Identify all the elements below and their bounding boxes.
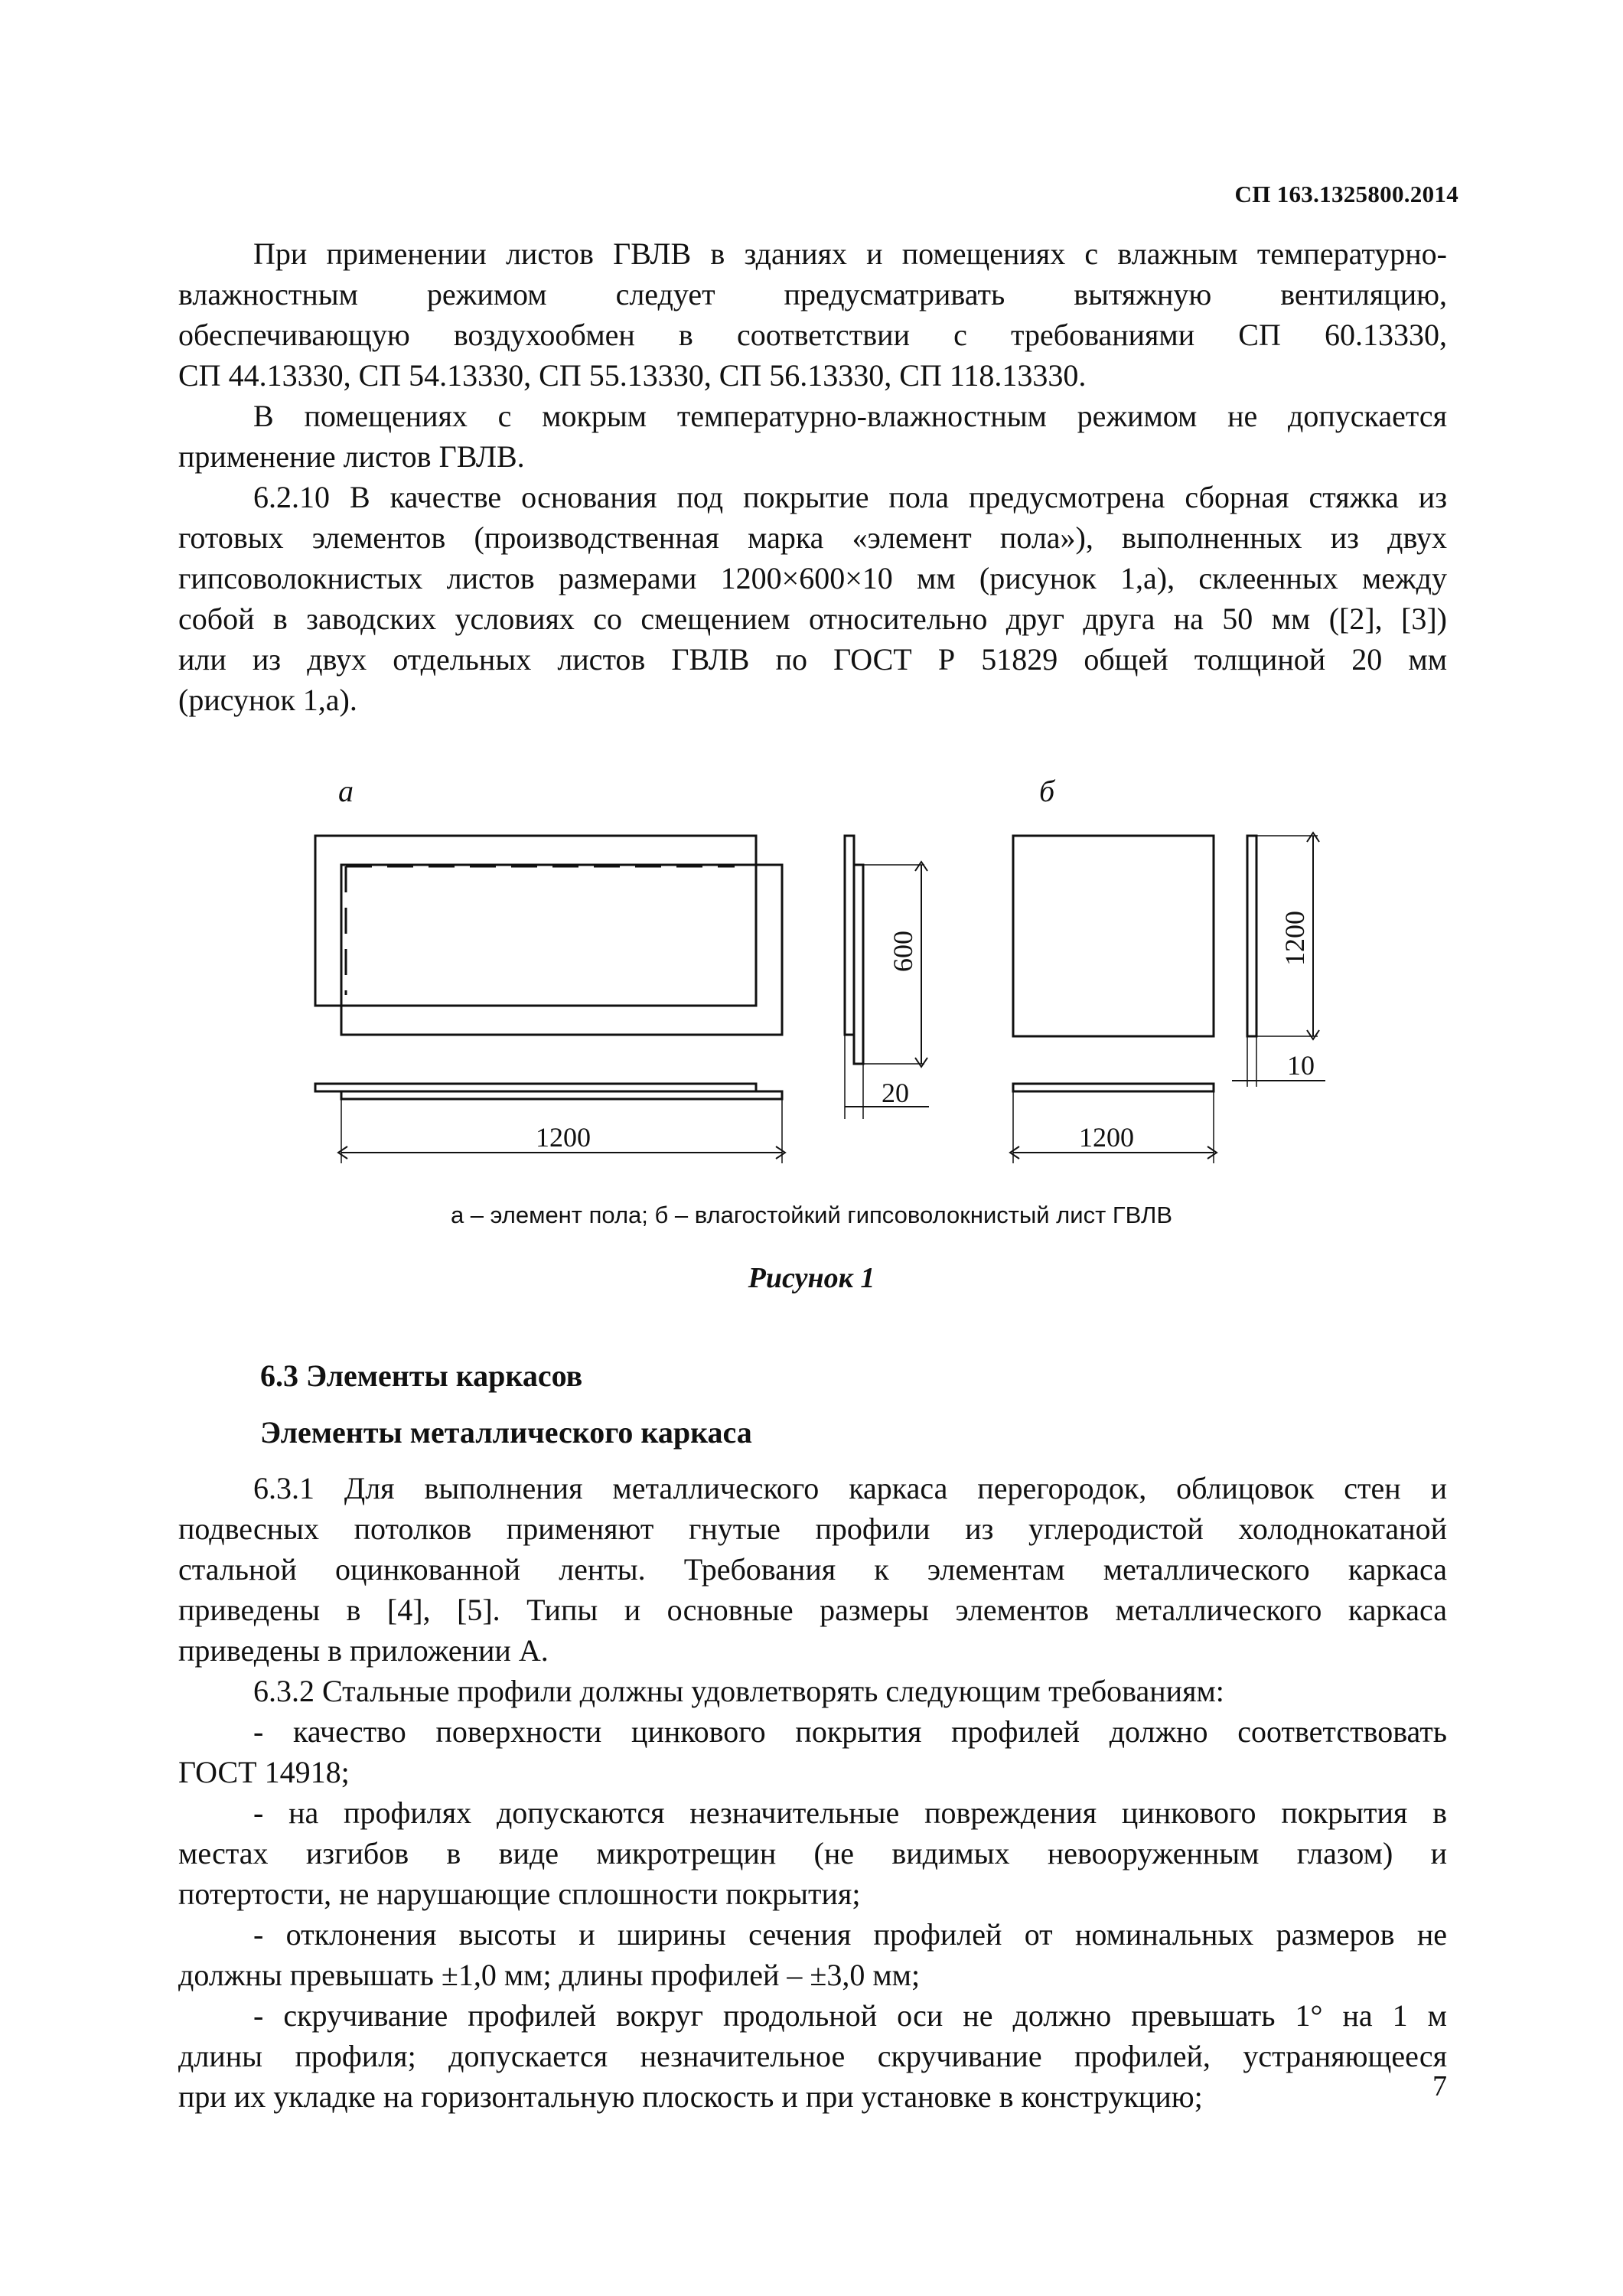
- text-line: должны превышать ±1,0 мм; длины профилей – ±3,0 мм;: [178, 1958, 921, 1992]
- figure-label-a: а: [338, 774, 354, 808]
- bottom-paragraph-6: [178, 1995, 1447, 2117]
- gvlv-sheet-edge: [1013, 1084, 1214, 1091]
- text-line: потертости, не нарушающие сплошности покрытия;: [178, 1877, 861, 1911]
- text-line: гипсоволокнистых листов размерами 1200×600×10 мм (рисунок 1,а), склеенных между: [178, 561, 1447, 595]
- text-line: 6.3.1 Для выполнения металлического каркаса перегородок, облицовок стен и: [253, 1471, 1447, 1505]
- dim-b-width: 1200: [1079, 1122, 1134, 1153]
- text-line: СП 44.13330, СП 54.13330, СП 55.13330, СП 56.13330, СП 118.13330.: [178, 358, 1087, 393]
- text-line: При применении листов ГВЛВ в зданиях и помещениях с влажным температурно-: [253, 236, 1447, 271]
- text-line: обеспечивающую воздухообмен в соответствии с требованиями СП 60.13330,: [178, 318, 1447, 352]
- text-line: приведены в приложении А.: [178, 1633, 549, 1668]
- text-line: - качество поверхности цинкового покрытия профилей должно соответствовать: [253, 1714, 1447, 1749]
- text-line: В помещениях с мокрым температурно-влажностным режимом не допускается: [253, 399, 1447, 433]
- text-line: (рисунок 1,а).: [178, 683, 357, 717]
- text-line: приведены в [4], [5]. Типы и основные размеры элементов металлического каркаса: [178, 1593, 1447, 1627]
- text-line: готовых элементов (производственная марка «элемент пола»), выполненных из двух: [178, 520, 1447, 555]
- text-line: влажностным режимом следует предусматривать вытяжную вентиляцию,: [178, 277, 1447, 311]
- dim-a-height: 600: [888, 931, 918, 972]
- subsection-heading: Элементы металлического каркаса: [260, 1415, 752, 1450]
- document-code: СП 163.1325800.2014: [1234, 181, 1458, 207]
- dim-a-width: 1200: [536, 1122, 591, 1153]
- text-line: ГОСТ 14918;: [178, 1755, 350, 1789]
- gvlv-sheet-profile: [1247, 836, 1256, 1036]
- bottom-paragraph-5: [178, 1914, 1447, 1995]
- text-line: длины профиля; допускается незначительное скручивание профилей, устраняющееся: [178, 2039, 1447, 2073]
- bottom-paragraph-3: [178, 1711, 1447, 1792]
- text-line: собой в заводских условиях со смещением относительно друг друга на 50 мм ([2], [3]): [178, 602, 1447, 636]
- bottom-paragraph-4: [178, 1792, 1447, 1914]
- text-line: применение листов ГВЛВ.: [178, 439, 525, 474]
- text-line: подвесных потолков применяют гнутые профили из углеродистой холоднокатаной: [178, 1512, 1447, 1546]
- floor-element-profile-1: [845, 836, 854, 1035]
- figure-label-b: б: [1039, 774, 1055, 808]
- gvlv-sheet-plan: [1013, 836, 1214, 1036]
- page-number: 7: [1432, 2070, 1447, 2102]
- bottom-paragraph-1: [178, 1468, 1447, 1671]
- text-line: местах изгибов в виде микротрещин (не видимых невооруженным глазом) и: [178, 1836, 1447, 1870]
- figure-caption: а – элемент пола; б – влагостойкий гипсоволокнистый лист ГВЛВ: [450, 1202, 1173, 1228]
- dim-a-thickness: 20: [882, 1078, 909, 1108]
- text-line: - отклонения высоты и ширины сечения профилей от номинальных размеров не: [253, 1917, 1447, 1952]
- figure-title: Рисунок 1: [748, 1262, 875, 1294]
- text-line: - скручивание профилей вокруг продольной оси не должно превышать 1° на 1 м: [253, 1998, 1447, 2033]
- text-line: при их укладке на горизонтальную плоскость и при установке в конструкцию;: [178, 2079, 1203, 2114]
- text-line: - на профилях допускаются незначительные повреждения цинкового покрытия в: [253, 1795, 1447, 1830]
- text-line: 6.3.2 Стальные профили должны удовлетворять следующим требованиям:: [253, 1674, 1224, 1708]
- text-line: или из двух отдельных листов ГВЛВ по ГОСТ Р 51829 общей толщиной 20 мм: [178, 642, 1447, 677]
- floor-element-sheet-lower: [341, 865, 782, 1035]
- text-line: 6.2.10 В качестве основания под покрытие пола предусмотрена сборная стяжка из: [253, 480, 1447, 514]
- text-block-bottom: [178, 1468, 1447, 2117]
- bottom-paragraph-2: [178, 1671, 1447, 1711]
- dim-b-thickness: 10: [1287, 1050, 1315, 1081]
- dim-b-height: 1200: [1279, 911, 1310, 966]
- floor-element-sheet-upper: [315, 836, 756, 1006]
- floor-element-edge-lower: [341, 1091, 782, 1099]
- floor-element-profile-2: [854, 865, 863, 1064]
- text-line: стальной оцинкованной ленты. Требования к элементам металлического каркаса: [178, 1552, 1447, 1587]
- section-heading: 6.3 Элементы каркасов: [260, 1358, 583, 1393]
